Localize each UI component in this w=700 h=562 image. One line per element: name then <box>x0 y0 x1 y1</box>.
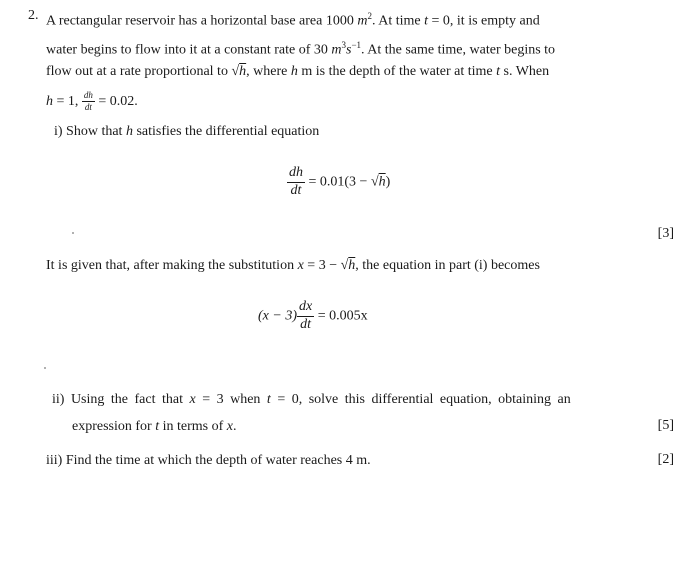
text: = 0, solve this differential equation, obtaining an <box>277 392 571 407</box>
marks-part-1: [3] <box>657 226 674 241</box>
text: = 0.02. <box>98 94 138 110</box>
variable: h <box>125 124 133 139</box>
marks-part-3: [2] <box>657 452 674 467</box>
text: = 3 − √ <box>307 258 349 273</box>
text: = 0.005x <box>317 308 368 324</box>
denominator: dt <box>290 182 302 198</box>
part-label: i) Show that <box>54 124 123 139</box>
text: in terms of <box>162 419 224 434</box>
denominator: dt <box>300 316 312 332</box>
question-line-4 <box>46 91 138 113</box>
question-line-2 <box>46 36 555 60</box>
part-2-prompt-line-1 <box>52 391 571 409</box>
text: = 0, it is empty and <box>431 13 540 29</box>
variable: h <box>348 258 356 273</box>
text: A rectangular reservoir has a horizontal base area 1000 <box>46 13 354 29</box>
text: = 3 when <box>202 392 261 407</box>
fraction <box>287 166 305 198</box>
variable: h <box>290 64 298 79</box>
text: = 0.01(3 − √ <box>308 174 379 190</box>
exponent: 2 <box>367 11 372 21</box>
variable: t <box>266 392 271 407</box>
text: ii) Using the fact that <box>52 392 183 407</box>
fraction <box>297 300 314 332</box>
text: expression for <box>72 419 152 434</box>
part-3-prompt: iii) Find the time at which the depth of water reaches 4 m. <box>46 453 371 468</box>
exponent: 3 <box>341 40 346 50</box>
stray-dot <box>44 367 46 369</box>
question-line-1 <box>46 7 540 31</box>
variable: x <box>297 258 304 273</box>
variable: h <box>46 94 53 110</box>
variable: t <box>155 419 160 434</box>
question-number: 2. <box>28 8 39 23</box>
text: flow out at a rate proportional to √ <box>46 64 240 79</box>
text: . At the same time, water begins to <box>361 42 556 58</box>
text: = 1, <box>56 94 79 110</box>
variable: t <box>424 13 429 29</box>
exponent: −1 <box>351 40 362 50</box>
part-1-prompt <box>54 123 319 141</box>
numerator: dh <box>287 166 305 183</box>
stray-dot <box>72 232 74 234</box>
fraction <box>82 91 95 113</box>
variable: x <box>226 419 233 434</box>
marks-part-2: [5] <box>657 418 674 433</box>
numerator: dx <box>297 300 314 317</box>
text: . At time <box>372 13 421 29</box>
text: m is the depth of the water at time <box>301 64 493 79</box>
variable: x <box>189 392 196 407</box>
numerator: dh <box>82 91 95 102</box>
unit: m <box>357 13 368 29</box>
variable: h <box>378 174 386 190</box>
text: water begins to flow into it at a constant rate of 30 <box>46 42 328 58</box>
text: ) <box>385 174 391 190</box>
variable: h <box>239 64 247 79</box>
text: s. When <box>503 64 550 79</box>
unit: m <box>331 42 342 58</box>
given-statement <box>46 257 540 275</box>
text: It is given that, after making the substitution <box>46 258 295 273</box>
equation-2 <box>258 300 368 332</box>
denominator: dt <box>84 102 92 113</box>
unit: s <box>346 42 352 58</box>
text: . <box>232 419 237 434</box>
text: (x − 3) <box>258 308 297 324</box>
equation-1 <box>287 166 390 198</box>
text: , the equation in part (i) becomes <box>355 258 540 273</box>
text: satisfies the differential equation <box>136 124 320 139</box>
part-2-prompt-line-2 <box>72 418 236 436</box>
variable: t <box>496 64 501 79</box>
text: , where <box>246 64 288 79</box>
question-line-3 <box>46 63 549 81</box>
